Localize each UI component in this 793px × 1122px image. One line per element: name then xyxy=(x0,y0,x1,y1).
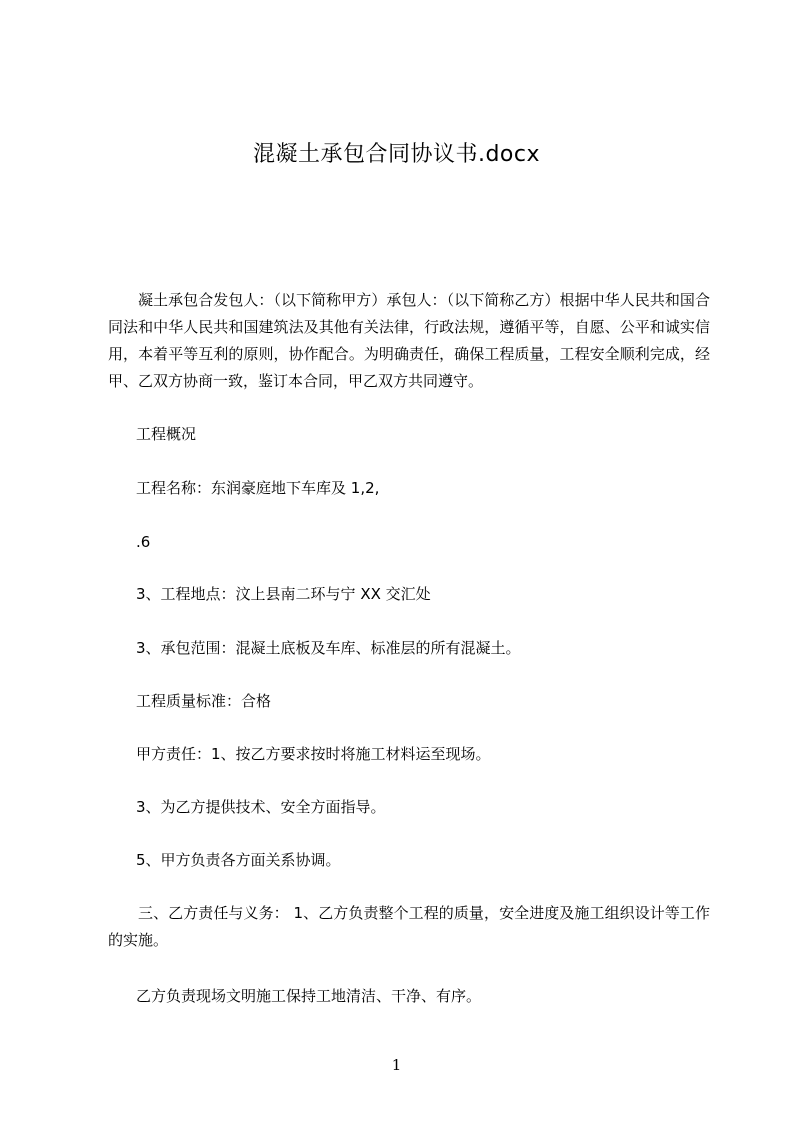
document-title: 混凝土承包合同协议书.docx xyxy=(252,142,541,167)
party-a-duty-3: 3、为乙方提供技术、安全方面指导。 xyxy=(136,798,386,816)
section-heading-overview: 工程概况 xyxy=(136,425,197,443)
quality-standard-line: 工程质量标准：合格 xyxy=(136,692,272,710)
intro-paragraph: 凝土承包合发包人：（以下简称甲方）承包人：（以下简称乙方）根据中华人民共和国合同法和中华人民共和国建筑法及其他有关法律，行政法规，遵循平等，自愿、公平和诚实信用，本着平等互利的原则，协作配合。为明确责任，确保工程质量，工程安全顺利完成，经甲、乙双方协商一致，鉴订本合同，甲乙双方共同遵守。 xyxy=(108,291,710,390)
page-number: 1 xyxy=(391,1056,402,1074)
project-name-line: 工程名称：东润豪庭地下车库及 1,2, xyxy=(136,479,380,497)
party-b-duties-paragraph: 三、乙方责任与义务： 1、乙方负责整个工程的质量，安全进度及施工组织设计等工作的实施。 xyxy=(108,904,710,949)
party-a-duty-1: 甲方责任：1、按乙方要求按时将施工材料运至现场。 xyxy=(136,745,491,763)
contract-scope-line: 3、承包范围：混凝土底板及车库、标准层的所有混凝土。 xyxy=(136,639,521,657)
project-name-continuation: .6 xyxy=(136,533,151,551)
project-location-line: 3、工程地点：汶上县南二环与宁 XX 交汇处 xyxy=(136,585,431,603)
party-b-site-duty: 乙方负责现场文明施工保持工地清洁、干净、有序。 xyxy=(136,987,482,1005)
party-a-duty-5: 5、甲方负责各方面关系协调。 xyxy=(136,851,341,869)
